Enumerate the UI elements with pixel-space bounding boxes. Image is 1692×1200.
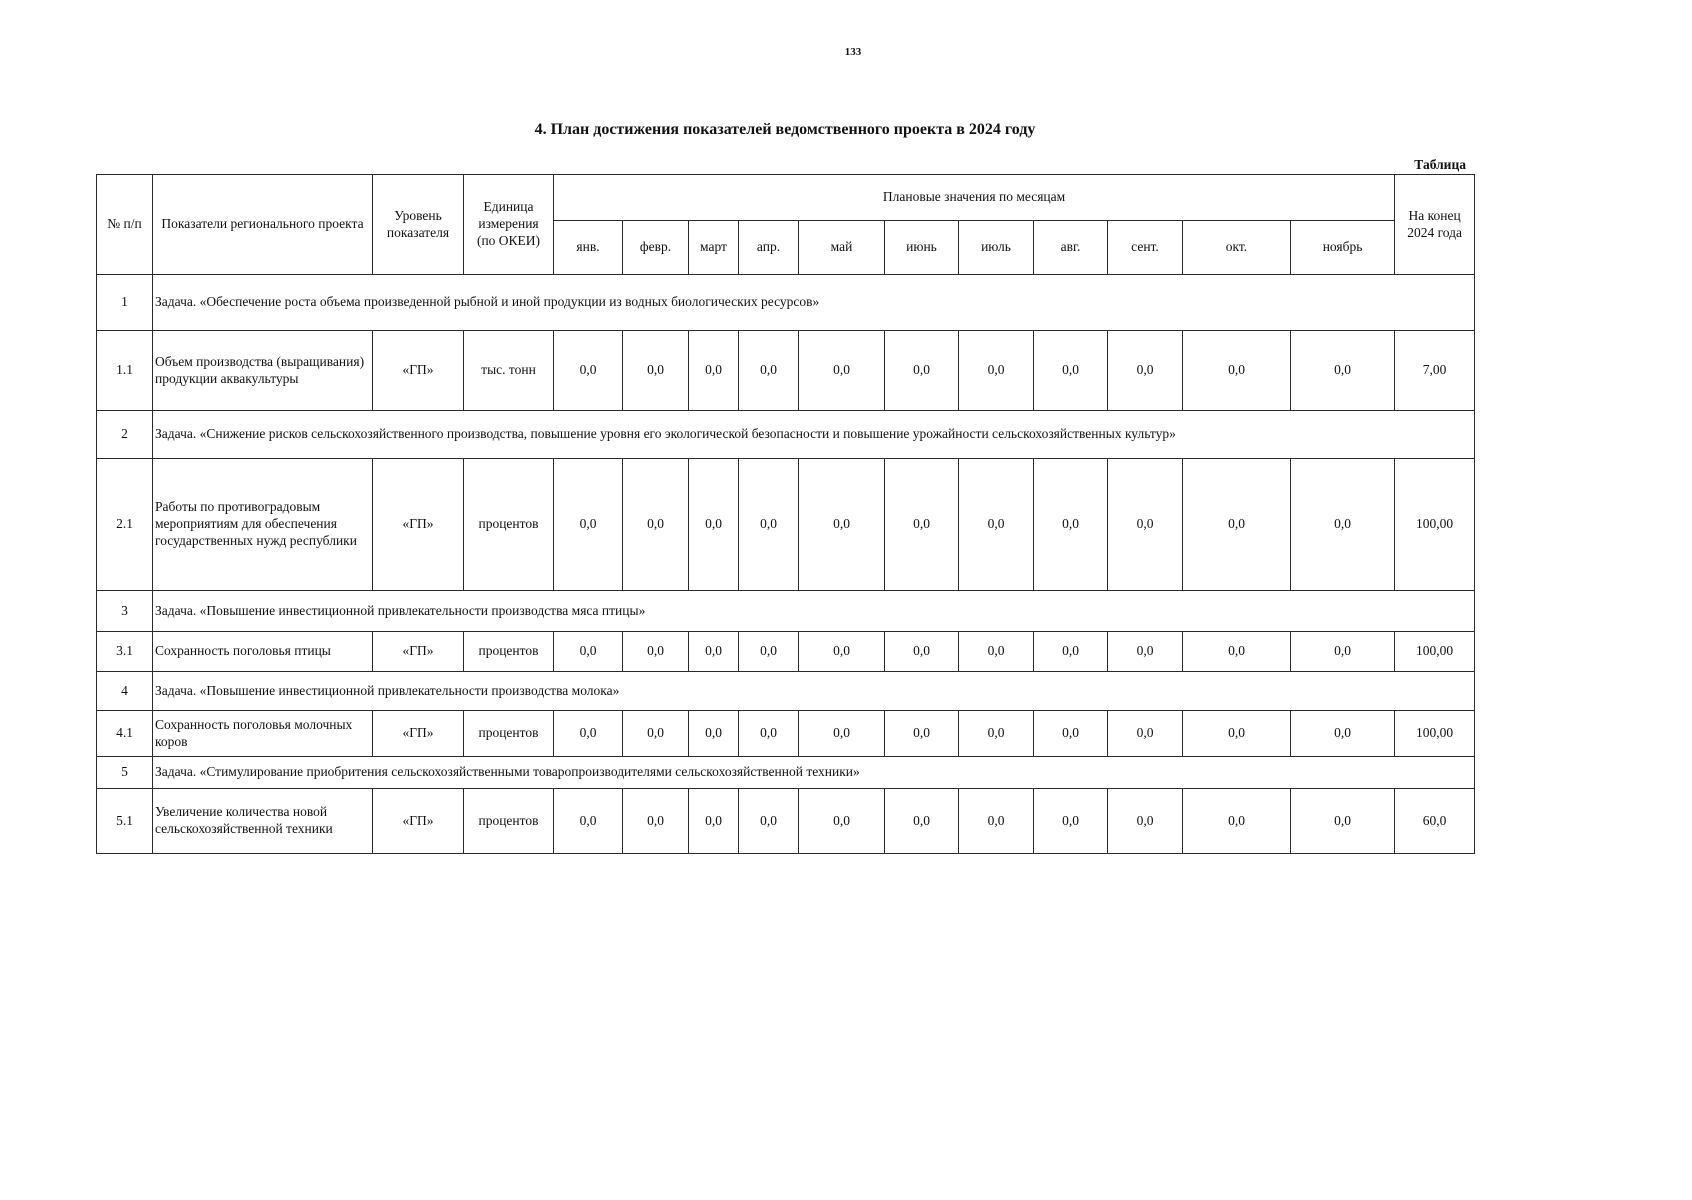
document-title: 4. План достижения показателей ведомственного проекта в 2024 году [534,121,1036,138]
monthly-value: 0,0 [959,711,1034,757]
monthly-value: 0,0 [799,632,885,672]
monthly-value: 0,0 [959,632,1034,672]
monthly-value: 0,0 [623,331,689,411]
monthly-value: 0,0 [1034,331,1108,411]
header-month: март [689,221,739,275]
task-number: 5 [97,757,153,789]
monthly-value: 0,0 [959,789,1034,854]
monthly-value: 0,0 [959,331,1034,411]
header-month: ноябрь [1291,221,1395,275]
indicator-number: 2.1 [97,459,153,591]
indicator-level: «ГП» [373,331,464,411]
task-text: Задача. «Обеспечение роста объема произведенной рыбной и иной продукции из водных биологических ресурсов» [153,275,1475,331]
monthly-value: 0,0 [1034,711,1108,757]
indicator-row [97,711,1475,757]
end-of-year-value: 7,00 [1395,331,1475,411]
monthly-value: 0,0 [623,632,689,672]
indicator-level: «ГП» [373,711,464,757]
table-header [97,175,1475,275]
end-of-year-value: 100,00 [1395,711,1475,757]
indicator-number: 4.1 [97,711,153,757]
end-of-year-value: 100,00 [1395,459,1475,591]
monthly-value: 0,0 [799,789,885,854]
indicator-name: Сохранность поголовья птицы [153,632,373,672]
monthly-value: 0,0 [554,711,623,757]
end-of-year-value: 100,00 [1395,632,1475,672]
indicator-unit: тыс. тонн [464,331,554,411]
monthly-value: 0,0 [689,789,739,854]
end-of-year-value: 60,0 [1395,789,1475,854]
table-body [97,275,1475,854]
monthly-value: 0,0 [554,331,623,411]
indicator-unit: процентов [464,632,554,672]
task-number: 2 [97,411,153,459]
task-text: Задача. «Снижение рисков сельскохозяйственного производства, повышение уровня его экологической безопасности и повышение урожайности сельскохозяйственных культур» [153,411,1475,459]
monthly-value: 0,0 [1034,632,1108,672]
monthly-value: 0,0 [1183,459,1291,591]
header-planned-values: Плановые значения по месяцам [554,175,1395,221]
indicator-level: «ГП» [373,789,464,854]
header-month: апр. [739,221,799,275]
indicator-row [97,632,1475,672]
monthly-value: 0,0 [885,331,959,411]
monthly-value: 0,0 [554,632,623,672]
monthly-value: 0,0 [739,632,799,672]
table-caption: Таблица [1414,157,1466,172]
monthly-value: 0,0 [1291,789,1395,854]
indicators-table [96,174,1475,854]
monthly-value: 0,0 [689,632,739,672]
header-month: авг. [1034,221,1108,275]
indicator-name: Работы по противоградовым мероприятиям для обеспечения государственных нужд республики [153,459,373,591]
monthly-value: 0,0 [799,711,885,757]
header-month: июль [959,221,1034,275]
monthly-value: 0,0 [1291,331,1395,411]
indicator-name: Увеличение количества новой сельскохозяйственной техники [153,789,373,854]
monthly-value: 0,0 [1183,632,1291,672]
monthly-value: 0,0 [1108,632,1183,672]
header-row-top [97,175,1475,221]
task-text: Задача. «Повышение инвестиционной привлекательности производства мяса птицы» [153,591,1475,632]
indicator-level: «ГП» [373,632,464,672]
monthly-value: 0,0 [1291,711,1395,757]
monthly-value: 0,0 [1108,711,1183,757]
monthly-value: 0,0 [1183,711,1291,757]
header-month: сент. [1108,221,1183,275]
indicator-row [97,459,1475,591]
header-number: № п/п [97,175,153,275]
monthly-value: 0,0 [1291,632,1395,672]
monthly-value: 0,0 [885,459,959,591]
indicator-row [97,331,1475,411]
monthly-value: 0,0 [739,459,799,591]
indicator-number: 1.1 [97,331,153,411]
task-number: 3 [97,591,153,632]
indicator-unit: процентов [464,789,554,854]
task-row [97,275,1475,331]
monthly-value: 0,0 [799,331,885,411]
monthly-value: 0,0 [623,711,689,757]
monthly-value: 0,0 [1183,331,1291,411]
monthly-value: 0,0 [885,789,959,854]
task-text: Задача. «Стимулирование приобритения сельскохозяйственными товаропроизводителями сельскохозяйственной техники» [153,757,1475,789]
monthly-value: 0,0 [885,632,959,672]
task-row [97,757,1475,789]
header-month: окт. [1183,221,1291,275]
monthly-value: 0,0 [885,711,959,757]
monthly-value: 0,0 [1108,331,1183,411]
indicator-level: «ГП» [373,459,464,591]
monthly-value: 0,0 [1108,789,1183,854]
monthly-value: 0,0 [739,331,799,411]
monthly-value: 0,0 [799,459,885,591]
indicator-unit: процентов [464,711,554,757]
indicator-number: 3.1 [97,632,153,672]
header-month: май [799,221,885,275]
monthly-value: 0,0 [554,459,623,591]
header-indicator: Показатели регионального проекта [153,175,373,275]
indicator-name: Сохранность поголовья молочных коров [153,711,373,757]
monthly-value: 0,0 [739,711,799,757]
monthly-value: 0,0 [1034,789,1108,854]
task-text: Задача. «Повышение инвестиционной привлекательности производства молока» [153,672,1475,711]
monthly-value: 0,0 [689,711,739,757]
task-row [97,672,1475,711]
monthly-value: 0,0 [623,789,689,854]
indicator-unit: процентов [464,459,554,591]
monthly-value: 0,0 [1108,459,1183,591]
indicator-row [97,789,1475,854]
task-row [97,591,1475,632]
header-month: февр. [623,221,689,275]
header-month: июнь [885,221,959,275]
monthly-value: 0,0 [1291,459,1395,591]
monthly-value: 0,0 [1034,459,1108,591]
monthly-value: 0,0 [739,789,799,854]
monthly-value: 0,0 [959,459,1034,591]
task-number: 1 [97,275,153,331]
header-month: янв. [554,221,623,275]
page-number: 133 [844,46,862,58]
monthly-value: 0,0 [689,331,739,411]
monthly-value: 0,0 [554,789,623,854]
monthly-value: 0,0 [689,459,739,591]
header-level: Уровень показателя [373,175,464,275]
monthly-value: 0,0 [1183,789,1291,854]
task-number: 4 [97,672,153,711]
task-row [97,411,1475,459]
monthly-value: 0,0 [623,459,689,591]
header-end-of-year: На конец 2024 года [1395,175,1475,275]
indicator-name: Объем производства (выращивания) продукции аквакультуры [153,331,373,411]
header-unit: Единица измерения (по ОКЕИ) [464,175,554,275]
indicator-number: 5.1 [97,789,153,854]
